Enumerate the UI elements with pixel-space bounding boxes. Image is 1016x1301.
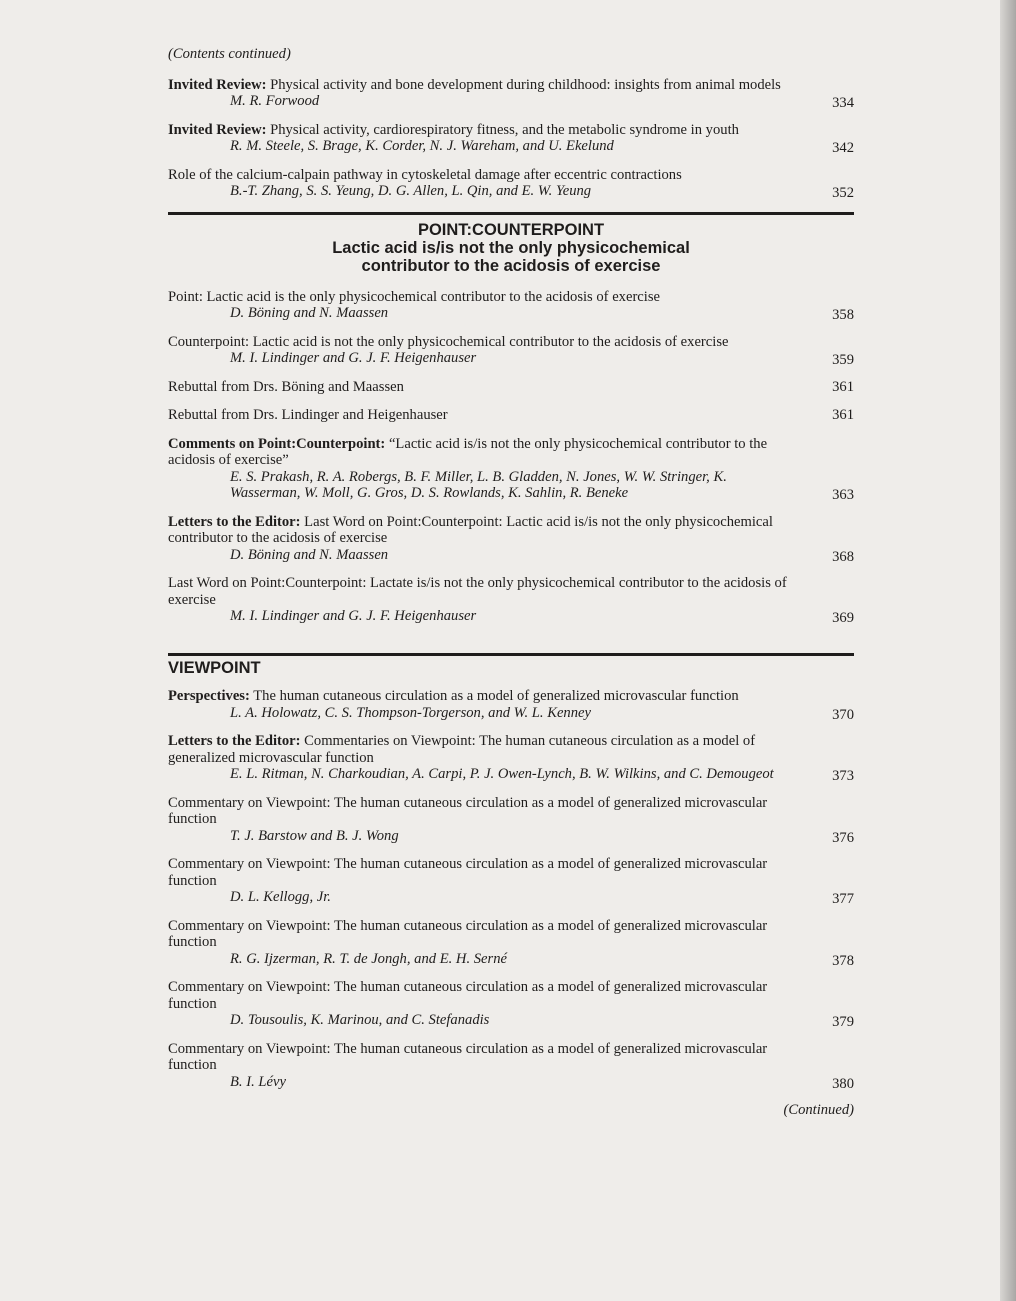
toc-entry	[168, 575, 854, 625]
entry-kind: Letters to the Editor:	[168, 733, 301, 749]
entry-title	[168, 575, 794, 608]
entry-title-text: Physical activity, cardiorespiratory fitness, and the metabolic syndrome in youth	[266, 121, 739, 138]
entry-title-text: Counterpoint: Lactic acid is not the only physicochemical contributor to the acidosis of exercise	[168, 333, 729, 350]
entry-title-text: Commentary on Viewpoint: The human cutaneous circulation as a model of generalized microvascular function	[168, 794, 768, 827]
entry-page-number: 352	[832, 185, 854, 201]
entry-title	[168, 856, 794, 889]
entry-page-number: 342	[832, 140, 854, 156]
point-counterpoint-heading	[168, 221, 854, 275]
entry-authors: D. Böning and N. Maassen	[230, 546, 389, 563]
toc-entry	[168, 436, 854, 502]
entry-kind: Invited Review:	[168, 121, 267, 138]
entry-title	[168, 688, 794, 705]
entry-title-text: Commentary on Viewpoint: The human cutaneous circulation as a model of generalized microvascular function	[168, 1040, 768, 1073]
entry-authors: R. G. Ijzerman, R. T. de Jongh, and E. H. Serné	[230, 950, 507, 967]
entry-kind: Comments on Point:Counterpoint:	[168, 435, 386, 452]
entry-page-number: 376	[832, 829, 854, 846]
section-rule	[168, 212, 854, 215]
entry-title-text: Last Word on Point:Counterpoint: Lactic acid is/is not the only physicochemical contributor to the acidosis of exercise	[168, 513, 773, 546]
entry-title	[168, 1041, 794, 1074]
entry-authors: L. A. Holowatz, C. S. Thompson-Torgerson, and W. L. Kenney	[230, 704, 591, 721]
toc-entry	[168, 795, 854, 845]
entry-page-number: 363	[832, 487, 854, 503]
entry-title	[168, 334, 794, 351]
entry-title	[168, 436, 794, 469]
entry-title-text: Commentary on Viewpoint: The human cutaneous circulation as a model of generalized microvascular function	[168, 917, 768, 950]
entry-title-text: Point: Lactic acid is the only physicochemical contributor to the acidosis of exercise	[168, 288, 660, 305]
entry-kind: Invited Review:	[168, 76, 267, 93]
toc-entry	[168, 334, 854, 367]
pc-title: POINT:COUNTERPOINT	[417, 220, 605, 239]
entry-page-number: 380	[832, 1075, 854, 1092]
entry-page-number: 378	[832, 952, 854, 969]
toc-entry	[168, 856, 854, 906]
entry-authors: E. S. Prakash, R. A. Robergs, B. F. Miller, L. B. Gladden, N. Jones, W. W. Stringer, K. Wasserman, W. Moll, G. Gros, D. S. Rowlands, K. Sahlin, R. Beneke	[230, 468, 727, 501]
entry-title	[168, 289, 794, 306]
entry-title-text: Commentary on Viewpoint: The human cutaneous circulation as a model of generalized microvascular function	[168, 979, 768, 1012]
entry-title-text: Role of the calcium-calpain pathway in cytoskeletal damage after eccentric contractions	[168, 166, 682, 183]
entry-page-number: 361	[832, 407, 854, 423]
entry-title	[168, 979, 794, 1012]
entry-title-text: Commentary on Viewpoint: The human cutaneous circulation as a model of generalized microvascular function	[168, 856, 768, 889]
entry-title	[168, 733, 794, 766]
contents-page	[168, 46, 854, 1119]
toc-entry	[168, 979, 854, 1029]
entry-title-text: Rebuttal from Drs. Lindinger and Heigenhauser	[168, 407, 448, 423]
entry-title-text: Commentaries on Viewpoint: The human cutaneous circulation as a model of generalized microvascular function	[168, 733, 756, 766]
toc-entry	[168, 167, 854, 200]
entry-title	[168, 918, 794, 951]
section-rule	[168, 653, 854, 656]
entry-title	[168, 514, 794, 547]
toc-entry	[168, 379, 854, 396]
toc-entry	[168, 1041, 854, 1091]
entry-authors: M. I. Lindinger and G. J. F. Heigenhauser	[230, 608, 477, 624]
toc-entry	[168, 688, 854, 721]
entry-page-number: 369	[832, 610, 854, 626]
toc-entry	[168, 122, 854, 155]
toc-entry	[168, 289, 854, 322]
entry-page-number: 377	[832, 891, 854, 907]
toc-entry	[168, 918, 854, 968]
entry-kind: Perspectives:	[168, 688, 250, 704]
continued-label: (Continued)	[783, 1102, 854, 1118]
entry-authors: D. L. Kellogg, Jr.	[230, 889, 331, 905]
entry-authors: M. R. Forwood	[230, 93, 320, 109]
entry-page-number: 379	[832, 1014, 854, 1030]
entry-page-number: 361	[832, 378, 854, 395]
entry-kind: Letters to the Editor:	[168, 513, 301, 530]
contents-continued-label: (Contents continued)	[168, 46, 291, 62]
entry-authors: E. L. Ritman, N. Charkoudian, A. Carpi, P. J. Owen-Lynch, B. W. Wilkins, and C. Demougeot	[230, 766, 774, 782]
entry-authors: T. J. Barstow and B. J. Wong	[230, 827, 399, 844]
entry-authors: D. Böning and N. Maassen	[230, 305, 389, 321]
entry-title-text: The human cutaneous circulation as a model of generalized microvascular function	[249, 688, 739, 704]
toc-entry	[168, 77, 854, 110]
entry-title	[168, 379, 794, 396]
entry-authors: B. I. Lévy	[230, 1073, 286, 1090]
entry-title-text: Physical activity and bone development during childhood: insights from animal models	[266, 76, 781, 93]
entry-authors: M. I. Lindinger and G. J. F. Heigenhauser	[230, 350, 477, 366]
entry-title-text: Rebuttal from Drs. Böning and Maassen	[168, 378, 404, 395]
page-edge	[1000, 0, 1016, 1301]
pc-subtitle-line1: Lactic acid is/is not the only physicochemical	[332, 238, 690, 257]
entry-page-number: 373	[832, 768, 854, 784]
entry-title	[168, 122, 794, 139]
entry-page-number: 368	[832, 548, 854, 565]
entry-page-number: 334	[832, 95, 854, 111]
entry-title	[168, 167, 794, 184]
toc-entry	[168, 407, 854, 424]
entry-authors: B.-T. Zhang, S. S. Yeung, D. G. Allen, L. Qin, and E. W. Yeung	[230, 183, 592, 199]
entry-authors: R. M. Steele, S. Brage, K. Corder, N. J. Wareham, and U. Ekelund	[230, 138, 614, 154]
entry-title-text: Last Word on Point:Counterpoint: Lactate is/is not the only physicochemical contributor to the acidosis of exercise	[168, 575, 787, 608]
viewpoint-entries	[168, 688, 854, 1090]
point-counterpoint-entries	[168, 289, 854, 625]
entry-title	[168, 795, 794, 828]
entry-title	[168, 407, 794, 424]
entry-authors: D. Tousoulis, K. Marinou, and C. Stefanadis	[230, 1012, 490, 1028]
toc-entry	[168, 733, 854, 783]
viewpoint-heading: VIEWPOINT	[168, 658, 261, 677]
entry-page-number: 358	[832, 307, 854, 323]
entry-page-number: 359	[832, 352, 854, 368]
entry-title-text: “Lactic acid is/is not the only physicochemical contributor to the acidosis of exercise”	[168, 435, 768, 468]
pc-subtitle-line2: contributor to the acidosis of exercise	[361, 256, 661, 275]
toc-entry	[168, 514, 854, 564]
entry-page-number: 370	[832, 706, 854, 723]
top-entries	[168, 77, 854, 200]
entry-title	[168, 77, 794, 94]
